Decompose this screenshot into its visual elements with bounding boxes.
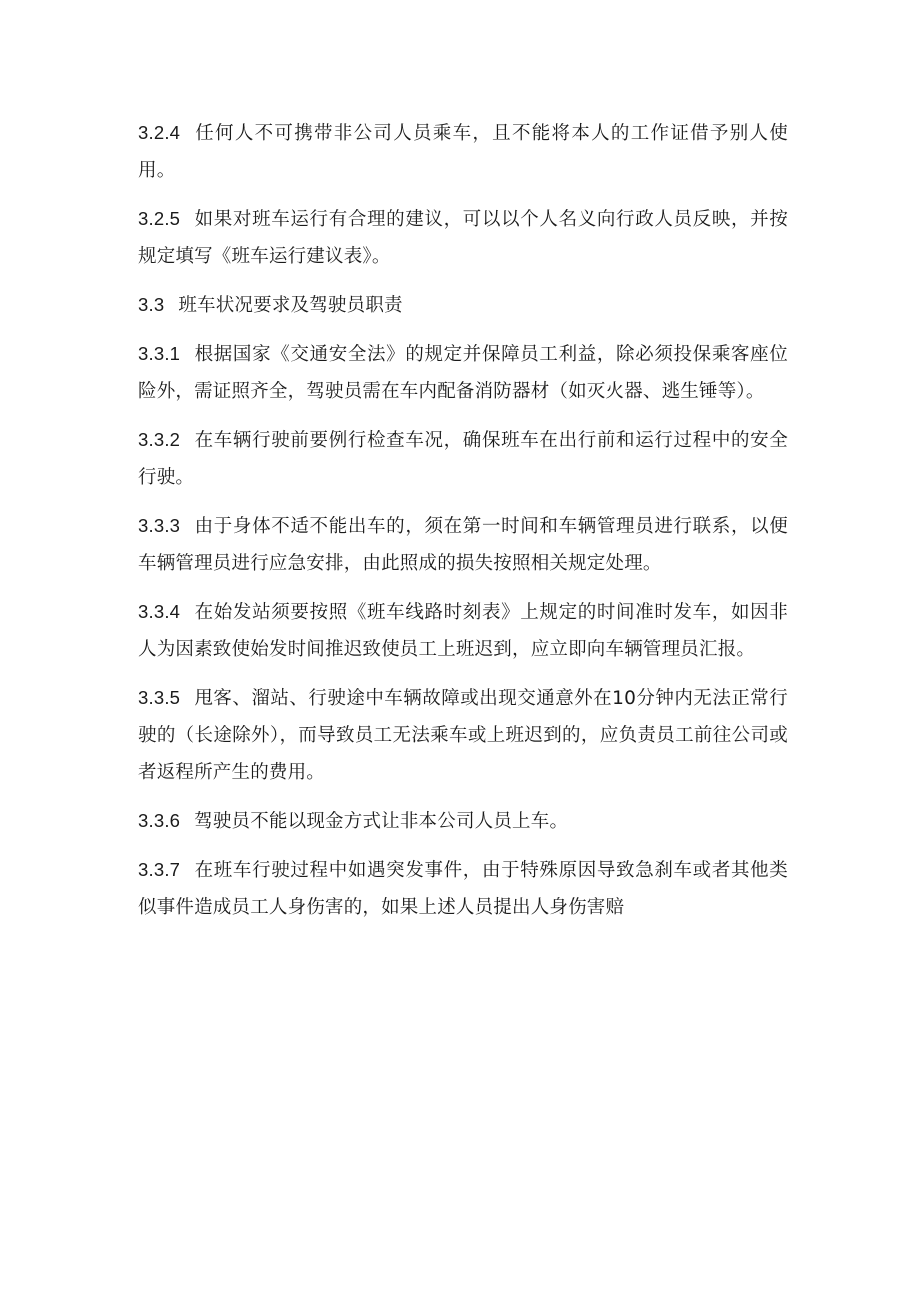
paragraph-text: 根据国家《交通安全法》的规定并保障员工利益，除必须投保乘客座位险外，需证照齐全，驾驶员需在车内配备消防器材（如灭火器、逃生锤等）。 <box>138 344 788 402</box>
paragraph-number: 3.3.6 <box>138 810 181 831</box>
paragraph-number: 3.2.5 <box>138 208 181 229</box>
paragraph-number: 3.3.5 <box>138 687 181 708</box>
section-number: 3.3 <box>138 294 165 315</box>
paragraph-text: 任何人不可携带非公司人员乘车，且不能将本人的工作证借予别人使用。 <box>138 123 788 181</box>
paragraph-number: 3.3.1 <box>138 343 181 364</box>
section-heading-3-3 <box>138 286 788 324</box>
paragraph-3-3-4 <box>138 593 788 668</box>
paragraph-3-3-3 <box>138 507 788 582</box>
paragraph-3-2-5 <box>138 200 788 275</box>
paragraph-3-3-6 <box>138 802 788 840</box>
paragraph-number: 3.2.4 <box>138 122 181 143</box>
paragraph-3-3-2 <box>138 421 788 496</box>
paragraph-3-3-7 <box>138 851 788 926</box>
document-body <box>138 114 788 937</box>
paragraph-text: 驾驶员不能以现金方式让非本公司人员上车。 <box>194 811 569 832</box>
paragraph-3-3-1 <box>138 335 788 410</box>
paragraph-text: 在始发站须要按照《班车线路时刻表》上规定的时间准时发车，如因非人为因素致使始发时间推迟致使员工上班迟到，应立即向车辆管理员汇报。 <box>138 602 788 660</box>
paragraph-number: 3.3.2 <box>138 429 181 450</box>
paragraph-text: 由于身体不适不能出车的，须在第一时间和车辆管理员进行联系，以便车辆管理员进行应急安排，由此照成的损失按照相关规定处理。 <box>138 516 788 574</box>
paragraph-number: 3.3.4 <box>138 601 181 622</box>
paragraph-3-2-4 <box>138 114 788 189</box>
paragraph-text: 如果对班车运行有合理的建议，可以以个人名义向行政人员反映，并按规定填写《班车运行建议表》。 <box>138 209 788 267</box>
paragraph-number: 3.3.7 <box>138 859 181 880</box>
paragraph-text: 在班车行驶过程中如遇突发事件，由于特殊原因导致急刹车或者其他类似事件造成员工人身伤害的，如果上述人员提出人身伤害赔 <box>138 860 788 918</box>
paragraph-text: 在车辆行驶前要例行检查车况，确保班车在出行前和运行过程中的安全行驶。 <box>138 430 788 488</box>
paragraph-3-3-5 <box>138 679 788 791</box>
paragraph-text: 甩客、溜站、行驶途中车辆故障或出现交通意外在10分钟内无法正常行驶的（长途除外），而导致员工无法乘车或上班迟到的，应负责员工前往公司或者返程所产生的费用。 <box>138 688 788 783</box>
section-title: 班车状况要求及驾驶员职责 <box>178 295 403 316</box>
paragraph-number: 3.3.3 <box>138 515 181 536</box>
